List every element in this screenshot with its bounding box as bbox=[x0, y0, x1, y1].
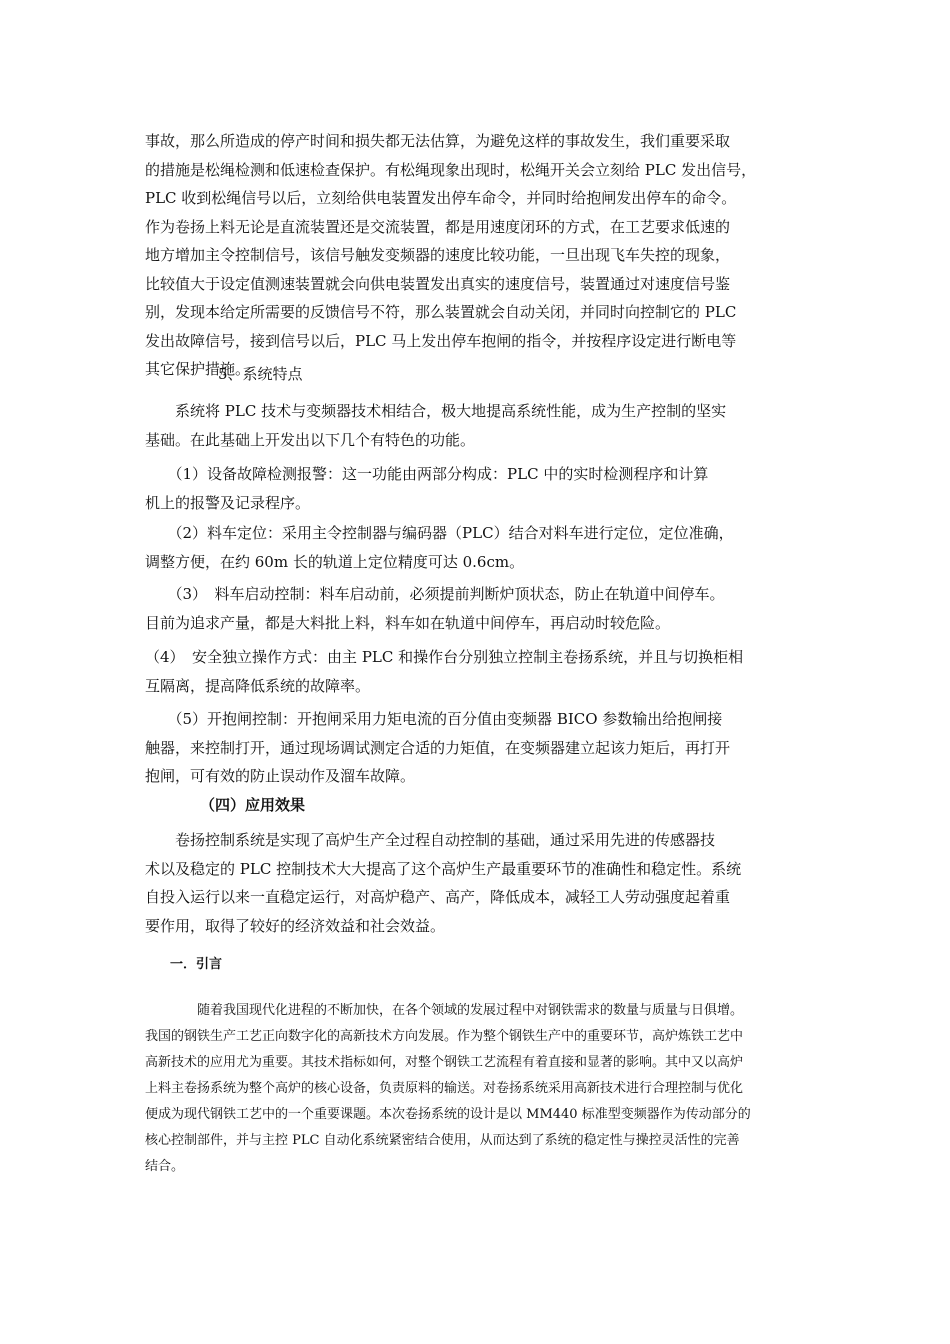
text-line: 互隔离，提高降低系统的故障率。 bbox=[145, 676, 371, 695]
text-line: 触器，来控制打开，通过现场调试测定合适的力矩值，在变频器建立起该力矩后，再打开 bbox=[145, 738, 731, 757]
text-line: （3） 料车启动控制：料车启动前，必须提前判断炉顶状态，防止在轨道中间停车。 bbox=[145, 585, 725, 603]
text-line: 发出故障信号，接到信号以后，PLC 马上发出停车抱闸的指令，并按程序设定进行断电等 bbox=[145, 331, 737, 350]
text-line: （2）料车定位：采用主令控制器与编码器（PLC）结合对料车进行定位，定位准确， bbox=[145, 524, 734, 542]
text-line: （1）设备故障检测报警：这一功能由两部分构成：PLC 中的实时检测程序和计算 bbox=[145, 465, 709, 483]
text-line: 便成为现代钢铁工艺中的一个重要课题。本次卷扬系统的设计是以 MM440 标准型变频器作为传动部分的 bbox=[145, 1107, 751, 1122]
paragraph-feature-5 bbox=[145, 705, 810, 791]
text-line: PLC 收到松绳信号以后，立刻给供电装置发出停车命令，并同时给抱闸发出停车的命令。 bbox=[145, 189, 737, 207]
paragraph-feature-2 bbox=[145, 519, 810, 576]
text-line: 抱闸，可有效的防止误动作及溜车故障。 bbox=[145, 767, 416, 785]
text-line: 自投入运行以来一直稳定运行，对高炉稳产、高产，降低成本，减轻工人劳动强度起着重 bbox=[145, 888, 731, 906]
text-line: 事故，那么所造成的停产时间和损失都无法估算，为避免这样的事故发生，我们重要采取 bbox=[145, 132, 731, 150]
text-line: 比较值大于设定值测速装置就会向供电装置发出真实的速度信号，装置通过对速度信号鉴 bbox=[145, 274, 731, 293]
text-line: 术以及稳定的 PLC 控制技术大大提高了这个高炉生产最重要环节的准确性和稳定性。系统 bbox=[145, 859, 742, 878]
text-line: （4） 安全独立操作方式：由主 PLC 和操作台分别独立控制主卷扬系统，并且与切换柜相 bbox=[145, 648, 744, 666]
paragraph-feature-1 bbox=[145, 460, 810, 517]
text-line: （5）开抱闸控制：开抱闸采用力矩电流的百分值由变频器 BICO 参数输出给抱闸接 bbox=[145, 710, 723, 728]
text-line: 要作用，取得了较好的经济效益和社会效益。 bbox=[145, 916, 446, 935]
text-line: 地方增加主令控制信号，该信号触发变频器的速度比较功能，一旦出现飞车失控的现象， bbox=[145, 246, 731, 264]
text-line: 其它保护措施。 bbox=[145, 360, 251, 378]
paragraph-application-effect bbox=[145, 826, 810, 940]
text-line: 调整方便，在约 60m 长的轨道上定位精度可达 0.6cm。 bbox=[145, 552, 525, 571]
text-line: 结合。 bbox=[145, 1159, 185, 1174]
text-line: 高新技术的应用尤为重要。其技术指标如何，对整个钢铁工艺流程有着直接和显著的影响。其中又以高炉 bbox=[145, 1055, 744, 1070]
text-line: 基础。在此基础上开发出以下几个有特色的功能。 bbox=[145, 430, 476, 449]
paragraph-feature-3 bbox=[145, 580, 810, 637]
paragraph-system-intro bbox=[145, 397, 810, 454]
section-heading-application-effect: （四）应用效果 bbox=[200, 796, 306, 814]
text-line: 我国的钢铁生产工艺正向数字化的高新技术方向发展。作为整个钢铁生产中的重要环节，高炉炼铁工艺中 bbox=[145, 1029, 744, 1044]
text-line: 目前为追求产量，都是大料批上料，料车如在轨道中间停车，再启动时较危险。 bbox=[145, 613, 671, 632]
text-line: 作为卷扬上料无论是直流装置还是交流装置，都是用速度闭环的方式，在工艺要求低速的 bbox=[145, 217, 731, 236]
text-line: 机上的报警及记录程序。 bbox=[145, 493, 311, 512]
text-line: 核心控制部件，并与主控 PLC 自动化系统紧密结合使用，从而达到了系统的稳定性与操控灵活性的完善 bbox=[145, 1133, 740, 1148]
text-line: 上料主卷扬系统为整个高炉的核心设备，负责原料的输送。对卷扬系统采用高新技术进行合理控制与优化 bbox=[145, 1081, 744, 1096]
text-line: 系统将 PLC 技术与变频器技术相结合，极大地提高系统性能，成为生产控制的坚实 bbox=[145, 402, 727, 420]
paragraph-loose-rope-protection bbox=[145, 127, 810, 384]
paragraph-feature-4 bbox=[145, 643, 810, 700]
section-heading-introduction: 一．引言 bbox=[170, 957, 223, 972]
text-line: 卷扬控制系统是实现了高炉生产全过程自动控制的基础，通过采用先进的传感器技 bbox=[145, 831, 716, 849]
paragraph-introduction bbox=[145, 998, 810, 1180]
section-heading-system-features: 5、系统特点 bbox=[218, 365, 303, 383]
text-line: 的措施是松绳检测和低速检查保护。有松绳现象出现时，松绳开关会立刻给 PLC 发出信号， bbox=[145, 160, 757, 179]
text-line: 随着我国现代化进程的不断加快，在各个领域的发展过程中对钢铁需求的数量与质量与日俱增。 bbox=[145, 1003, 744, 1018]
text-line: 别，发现本给定所需要的反馈信号不符，那么装置就会自动关闭，并同时向控制它的 PLC bbox=[145, 303, 737, 321]
